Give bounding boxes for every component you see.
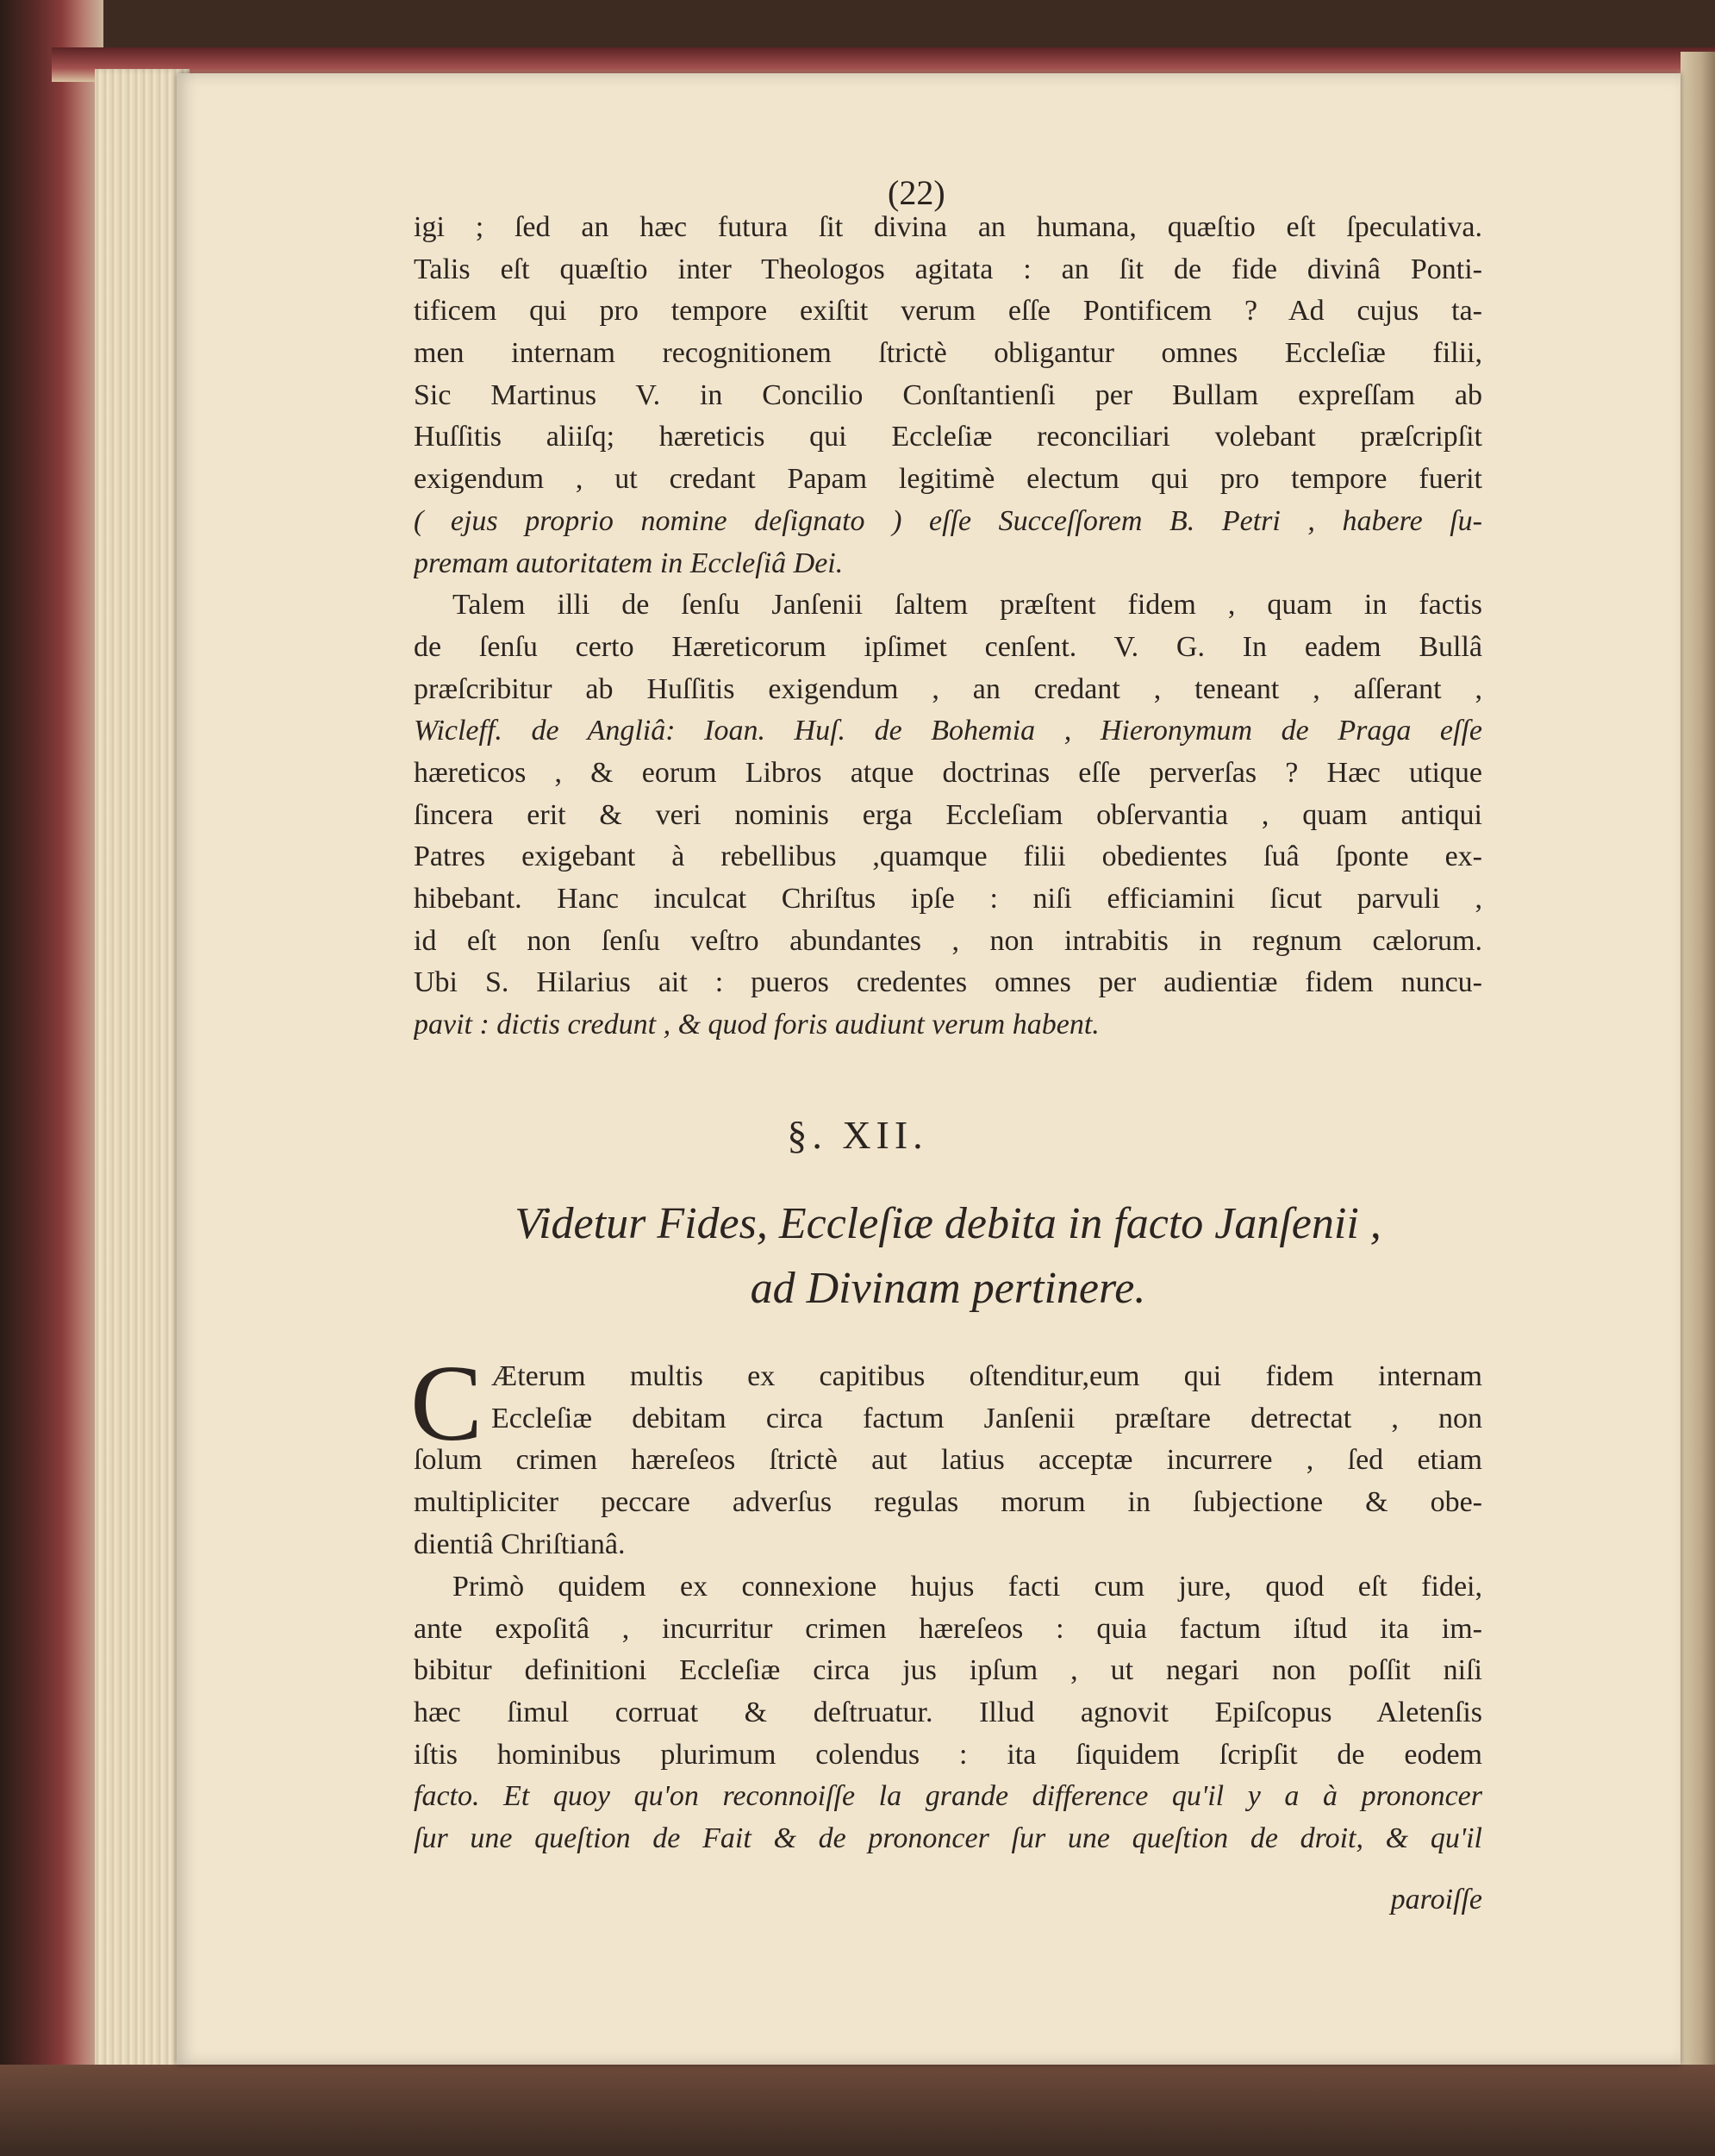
text-line: Primò quidem ex connexione hujus facti cum jure, quod eſt fidei, <box>452 1571 1482 1603</box>
text-line: facto. Et quoy qu'on reconnoiſſe la grande difference qu'il y a à prononcer <box>414 1780 1482 1813</box>
text-line: præſcribitur ab Huſſitis exigendum , an credant , teneant , aſſerant , <box>414 672 1482 705</box>
text-line: dientiâ Chriſtianâ. <box>414 1528 626 1560</box>
text-line: Æterum multis ex capitibus oſtenditur,eum qui fidem internam <box>491 1360 1482 1392</box>
text-line: ſolum crimen hæreſeos ſtrictè aut latius acceptæ incurrere , ſed etiam <box>414 1444 1482 1477</box>
page-edges <box>95 69 190 2078</box>
right-page-edge <box>1681 52 1715 2156</box>
text-line: de ſenſu certo Hæreticorum ipſimet cenſent. V. G. In eadem Bullâ <box>414 630 1482 663</box>
text-line: ſincera erit & veri nominis erga Eccleſiam obſervantia , quam antiqui <box>414 798 1482 831</box>
text-line: pavit : dictis credunt , & quod foris audiunt verum habent. <box>414 1009 1100 1041</box>
text-line: Patres exigebant à rebellibus ,quamque filii obedientes ſuâ ſponte ex- <box>414 841 1482 873</box>
section-number: §. XII. <box>787 1113 928 1157</box>
text-line: id eſt non ſenſu veſtro abundantes , non intrabitis in regnum cælorum. <box>414 924 1482 957</box>
catchword: paroiſſe <box>1390 1884 1482 1915</box>
background-surface <box>0 2065 1715 2156</box>
text-line: Huſſitis aliiſq; hæreticis qui Eccleſiæ reconciliari volebant præſcripſit <box>414 421 1482 453</box>
text-line: ( ejus proprio nomine deſignato ) eſſe Succeſſorem B. Petri , habere ſu- <box>414 504 1482 537</box>
text-line: igi ; ſed an hæc futura ſit divina an humana, quæſtio eſt ſpeculativa. <box>414 211 1482 243</box>
text-line: men internam recognitionem ſtrictè obligantur omnes Eccleſiæ filii, <box>414 337 1482 370</box>
text-line: Talis eſt quæſtio inter Theologos agitata : an ſit de fide divinâ Ponti- <box>414 253 1482 285</box>
text-line: premam autoritatem in Eccleſiâ Dei. <box>414 547 844 579</box>
text-line: iſtis hominibus plurimum colendus : ita ſiquidem ſcripſit de eodem <box>414 1738 1482 1771</box>
text-line: ſur une queſtion de Fait & de prononcer ſur une queſtion de droit, & qu'il <box>414 1822 1482 1855</box>
text-line: hibebant. Hanc inculcat Chriſtus ipſe : niſi efficiamini ſicut parvuli , <box>414 883 1482 915</box>
text-line: tificem qui pro tempore exiſtit verum eſſe Pontificem ? Ad cujus ta- <box>414 295 1482 328</box>
text-line: Wicleff. de Angliâ: Ioan. Huſ. de Bohemia , Hieronymum de Praga eſſe <box>414 715 1482 747</box>
paragraph-2 <box>414 1566 1482 1860</box>
text-line: Ubi S. Hilarius ait : pueros credentes omnes per audientiæ fidem nuncu- <box>414 966 1482 999</box>
top-text-block <box>414 207 1482 1047</box>
text-line: ante expoſitâ , incurritur crimen hæreſeos : quia factum iſtud ita im- <box>414 1612 1482 1645</box>
drop-cap: C <box>410 1344 483 1464</box>
book-binding <box>0 0 103 2156</box>
text-line: multipliciter peccare adverſus regulas morum in ſubjectione & obe- <box>414 1486 1482 1519</box>
text-line: hæreticos , & eorum Libros atque doctrinas eſſe perverſas ? Hæc utique <box>414 756 1482 789</box>
text-line: Eccleſiæ debitam circa factum Janſenii præſtare detrectat , non <box>491 1402 1482 1434</box>
paragraph-1 <box>414 1356 1482 1565</box>
section-heading-line-2: ad Divinam pertinere. <box>750 1264 1146 1313</box>
text-line: Talem illi de ſenſu Janſenii ſaltem præſtent fidem , quam in factis <box>452 589 1482 622</box>
page-number: (22) <box>888 173 945 212</box>
section-heading-line-1: Videtur Fides, Eccleſiæ debita in facto Janſenii , <box>514 1199 1381 1248</box>
text-line: Sic Martinus V. in Concilio Conſtantienſi per Bullam expreſſam ab <box>414 378 1482 411</box>
text-line: hæc ſimul corruat & deſtruatur. Illud agnovit Epiſcopus Aletenſis <box>414 1697 1482 1729</box>
text-line: exigendum , ut credant Papam legitimè electum qui pro tempore fuerit <box>414 463 1482 496</box>
text-line: bibitur definitioni Eccleſiæ circa jus ipſum , ut negari non poſſit niſi <box>414 1654 1482 1687</box>
